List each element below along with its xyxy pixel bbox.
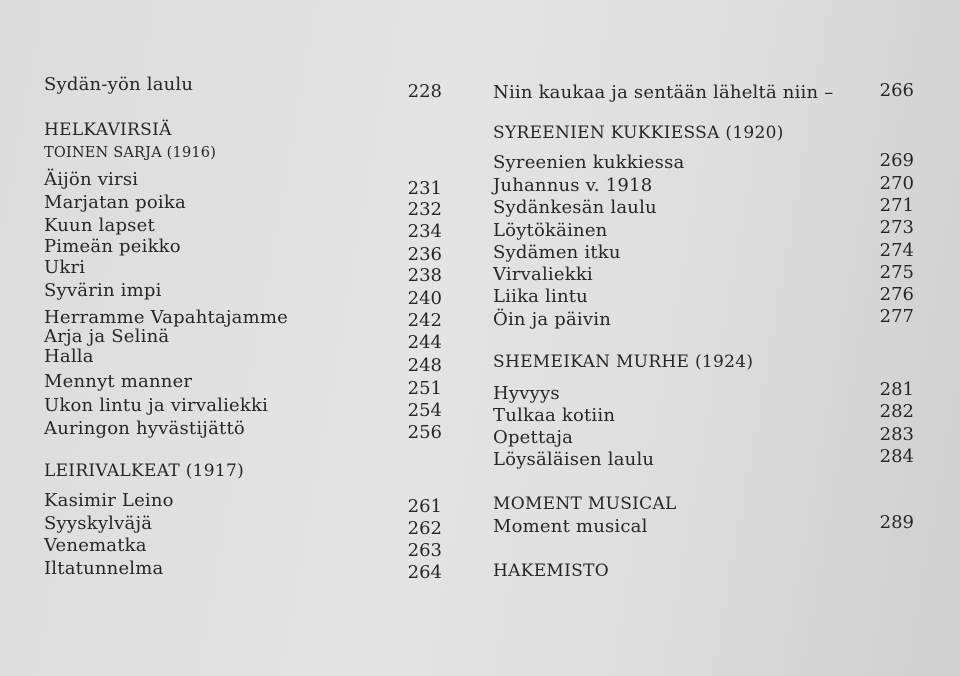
toc-entry-page: 289 — [879, 512, 914, 533]
toc-entry-page: 234 — [407, 221, 442, 242]
section-heading: LEIRIVALKEAT (1917) — [44, 461, 245, 481]
toc-entry-page: 248 — [407, 355, 442, 376]
toc-entry-page: 282 — [879, 401, 914, 422]
toc-entry-title: Sydän-yön laulu — [44, 74, 194, 95]
toc-entry-page: 242 — [407, 310, 442, 331]
toc-entry-title: Ukri — [44, 257, 86, 278]
section-heading: MOMENT MUSICAL — [493, 494, 677, 514]
toc-entry-page: 284 — [879, 446, 914, 467]
toc-entry-page: 238 — [407, 265, 442, 286]
toc-entry-page: 254 — [407, 400, 442, 421]
toc-entry-page: 281 — [879, 379, 914, 400]
toc-entry-page: 277 — [879, 306, 914, 327]
toc-entry-title: Niin kaukaa ja sentään läheltä niin – — [493, 82, 834, 103]
section-heading: SHEMEIKAN MURHE (1924) — [493, 352, 754, 372]
toc-entry-page: 274 — [879, 240, 914, 261]
toc-entry-page: 263 — [407, 540, 442, 561]
toc-entry-title: Halla — [44, 346, 94, 367]
toc-entry-page: 231 — [407, 178, 442, 199]
toc-entry-page: 236 — [407, 244, 442, 265]
toc-entry-title: Löytökäinen — [493, 220, 608, 241]
toc-entry-page: 273 — [879, 217, 914, 238]
toc-entry-title: Opettaja — [493, 427, 574, 448]
toc-entry-title: Marjatan poika — [44, 192, 186, 213]
toc-entry-title: Tulkaa kotiin — [493, 405, 616, 426]
section-heading: HAKEMISTO — [493, 561, 609, 581]
toc-entry-page: 270 — [879, 173, 914, 194]
toc-entry-title: Hyvyys — [493, 383, 560, 404]
toc-entry-title: Öin ja päivin — [493, 309, 611, 330]
toc-entry-title: Pimeän peikko — [44, 236, 181, 257]
toc-entry-title: Auringon hyvästijättö — [44, 418, 245, 439]
toc-entry-title: Moment musical — [493, 516, 648, 537]
toc-entry-page: 269 — [879, 150, 914, 171]
section-subheading: TOINEN SARJA (1916) — [44, 145, 217, 161]
toc-entry-page: 266 — [879, 80, 914, 101]
toc-entry-title: Ukon lintu ja virvaliekki — [44, 395, 269, 416]
toc-entry-title: Venematka — [44, 535, 147, 556]
toc-entry-page: 228 — [407, 81, 442, 102]
toc-entry-title: Löysäläisen laulu — [493, 449, 655, 470]
section-heading: SYREENIEN KUKKIESSA (1920) — [493, 123, 784, 143]
toc-entry-page: 240 — [407, 288, 442, 309]
toc-entry-page: 283 — [879, 424, 914, 445]
toc-entry-page: 275 — [879, 262, 914, 283]
toc-entry-page: 262 — [407, 518, 442, 539]
toc-entry-title: Syvärin impi — [44, 280, 162, 301]
toc-entry-title: Virvaliekki — [493, 264, 593, 285]
toc-entry-page: 232 — [407, 199, 442, 220]
toc-entry-page: 256 — [407, 422, 442, 443]
section-heading: HELKAVIRSIÄ — [44, 120, 172, 140]
toc-entry-title: Liika lintu — [493, 286, 588, 307]
toc-entry-title: Syreenien kukkiessa — [493, 152, 685, 173]
toc-entry-title: Syyskylväjä — [44, 513, 153, 534]
toc-entry-page: 244 — [407, 332, 442, 353]
toc-entry-page: 276 — [879, 284, 914, 305]
toc-entry-page: 271 — [879, 195, 914, 216]
toc-entry-title: Sydänkesän laulu — [493, 197, 657, 218]
toc-entry-title: Arja ja Selinä — [44, 326, 170, 347]
toc-entry-title: Juhannus v. 1918 — [493, 175, 653, 196]
toc-entry-title: Kasimir Leino — [44, 490, 174, 511]
toc-entry-title: Sydämen itku — [493, 242, 621, 263]
toc-entry-title: Kuun lapset — [44, 215, 155, 236]
toc-entry-page: 261 — [407, 496, 442, 517]
toc-entry-page: 251 — [407, 378, 442, 399]
toc-entry-title: Mennyt manner — [44, 371, 193, 392]
toc-entry-title: Iltatunnelma — [44, 558, 164, 579]
toc-entry-title: Herramme Vapahtajamme — [44, 307, 288, 328]
toc-entry-page: 264 — [407, 562, 442, 583]
toc-entry-title: Äijön virsi — [44, 169, 139, 190]
